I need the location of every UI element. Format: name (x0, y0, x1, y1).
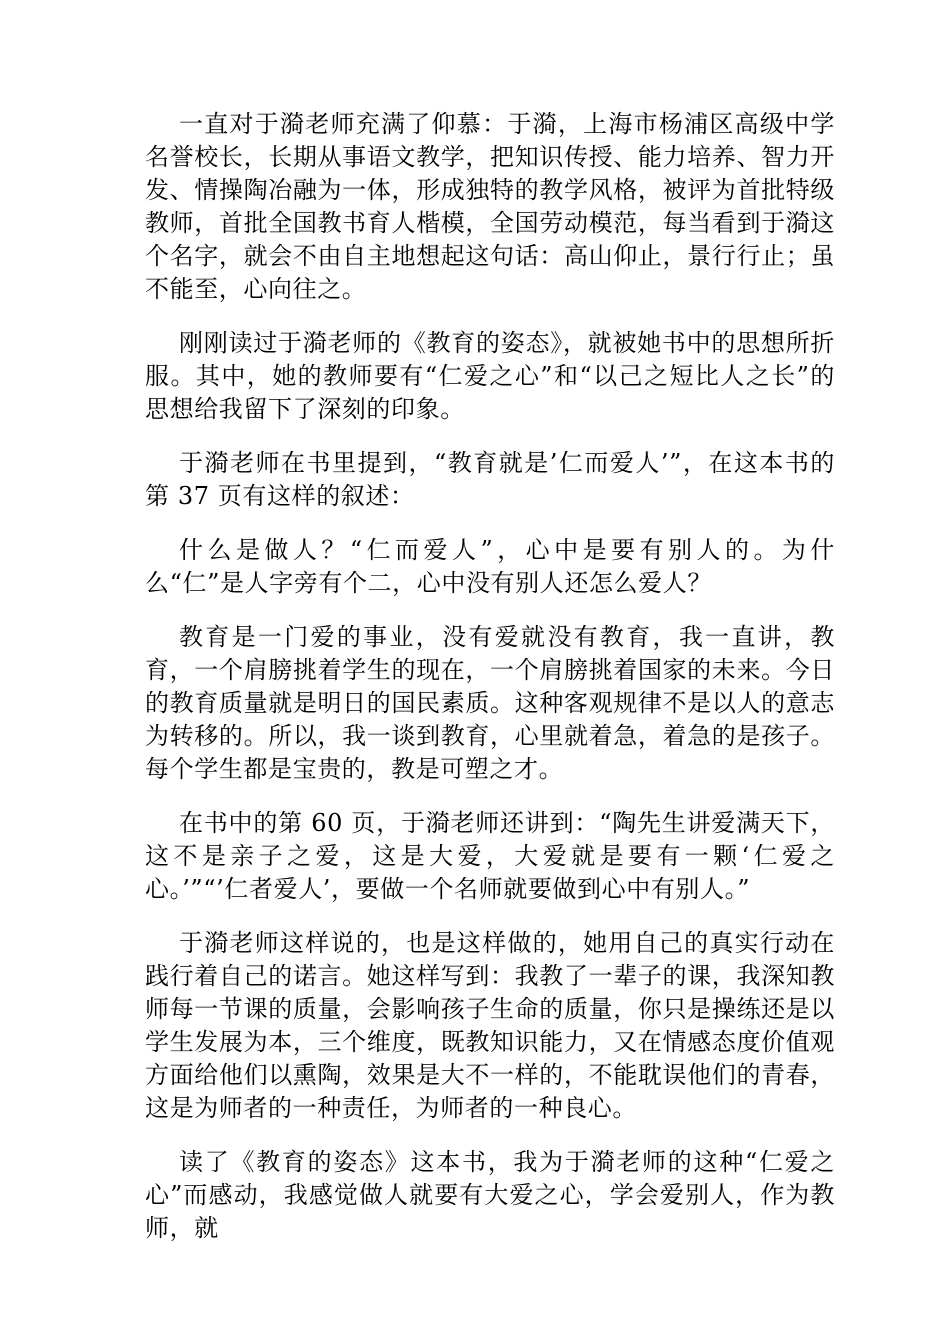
paragraph-4: 什么是做人？“仁而爱人”，心中是要有别人的。为什么“仁”是人字旁有个二，心中没有别人还怎么爱人？ (145, 536, 835, 597)
document-body (145, 108, 835, 1266)
paragraph-5: 教育是一门爱的事业，没有爱就没有教育，我一直讲，教育，一个肩膀挑着学生的现在，一个肩膀挑着国家的未来。今日的教育质量就是明日的国民素质。这种客观规律不是以人的意志为转移的。所以，我一谈到教育，心里就着急，着急的是孩子。每个学生都是宝贵的，教是可塑之才。 (145, 623, 835, 783)
paragraph-8: 读了《教育的姿态》这本书，我为于漪老师的这种“仁爱之心”而感动，我感觉做人就要有大爱之心，学会爱别人，作为教师，就 (145, 1148, 835, 1242)
paragraph-1: 一直对于漪老师充满了仰慕：于漪，上海市杨浦区高级中学名誉校长，长期从事语文教学，把知识传授、能力培养、智力开发、情操陶冶融为一体，形成独特的教学风格，被评为首批特级教师，首批全国教书育人楷模，全国劳动模范，每当看到于漪这个名字，就会不由自主地想起这句话：高山仰止，景行行止；虽不能至，心向往之。 (145, 110, 835, 303)
paragraph-6: 在书中的第 60 页，于漪老师还讲到：“陶先生讲爱满天下，这不是亲子之爱，这是大爱，大爱就是要有一颗‘仁爱之心。’”“’仁者爱人’，要做一个名师就要做到心中有别人。” (145, 809, 835, 903)
paragraph-3: 于漪老师在书里提到，“教育就是’仁而爱人’”，在这本书的第 37 页有这样的叙述： (145, 449, 835, 510)
paragraph-7: 于漪老师这样说的，也是这样做的，她用自己的真实行动在践行着自己的诺言。她这样写到：我教了一辈子的课，我深知教师每一节课的质量，会影响孩子生命的质量，你只是操练还是以学生发展为本，三个维度，既教知识能力，又在情感态度价值观方面给他们以熏陶，效果是大不一样的，不能耽误他们的青春，这是为师者的一种责任，为师者的一种良心。 (145, 929, 835, 1122)
paragraph-2: 刚刚读过于漪老师的《教育的姿态》，就被她书中的思想所折服。其中，她的教师要有“仁爱之心”和“以己之短比人之长”的思想给我留下了深刻的印象。 (145, 329, 835, 423)
